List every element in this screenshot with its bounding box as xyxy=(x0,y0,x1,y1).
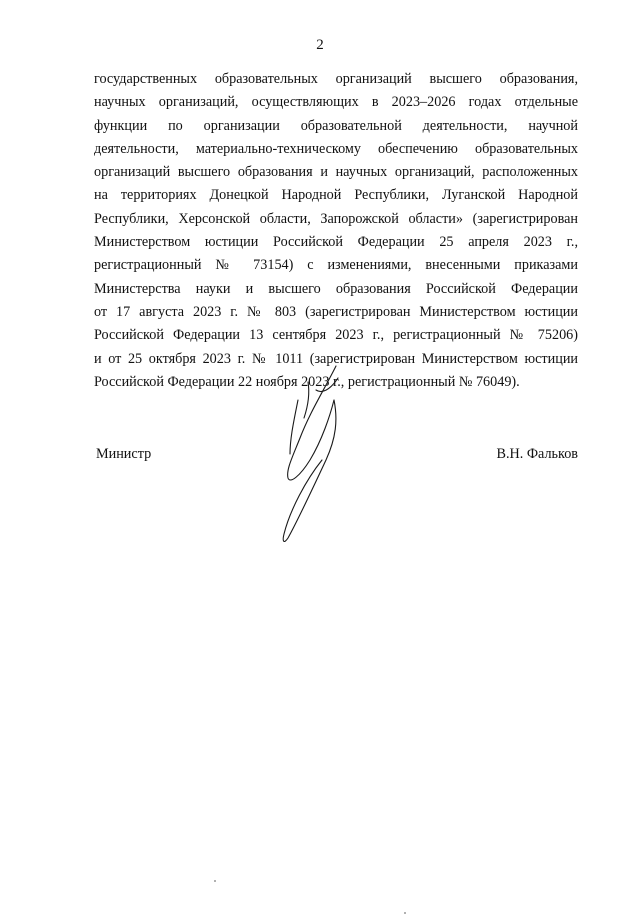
body-line: деятельности, материально-техническому обеспечению образовательных xyxy=(94,140,578,157)
body-line: на территориях Донецкой Народной Республики, Луганской Народной xyxy=(94,187,578,204)
body-line: регистрационный № 73154) с изменениями, внесенными приказами xyxy=(94,257,578,274)
body-line: от 17 августа 2023 г. № 803 (зарегистрирован Министерством юстиции xyxy=(94,303,578,320)
page-number: 2 xyxy=(316,37,324,53)
body-line-last: Российской Федерации 22 ноября 2023 г., регистрационный № 76049). xyxy=(94,373,520,390)
body-line: и от 25 октября 2023 г. № 1011 (зарегистрирован Министерством юстиции xyxy=(94,350,578,367)
signature-row xyxy=(94,443,578,465)
body-line: функции по организации образовательной деятельности, научной xyxy=(94,117,578,134)
body-line: государственных образовательных организаций высшего образования, xyxy=(94,71,578,87)
scan-speck xyxy=(404,912,406,914)
body-text xyxy=(94,68,578,394)
body-line: организаций высшего образования и научных организаций, расположенных xyxy=(94,164,578,181)
body-line: Республики, Херсонской области, Запорожской области» (зарегистрирован xyxy=(94,210,578,227)
body-line: Министерством юстиции Российской Федерации 25 апреля 2023 г., xyxy=(94,234,578,251)
signatory-name: В.Н. Фальков xyxy=(496,446,578,462)
body-line: Российской Федерации 13 сентября 2023 г., регистрационный № 75206) xyxy=(94,327,578,344)
body-line: Министерства науки и высшего образования Российской Федерации xyxy=(94,280,578,297)
body-line: научных организаций, осуществляющих в 2023–2026 годах отдельные xyxy=(94,94,578,111)
signatory-title: Министр xyxy=(96,446,152,462)
scan-speck xyxy=(214,880,216,882)
